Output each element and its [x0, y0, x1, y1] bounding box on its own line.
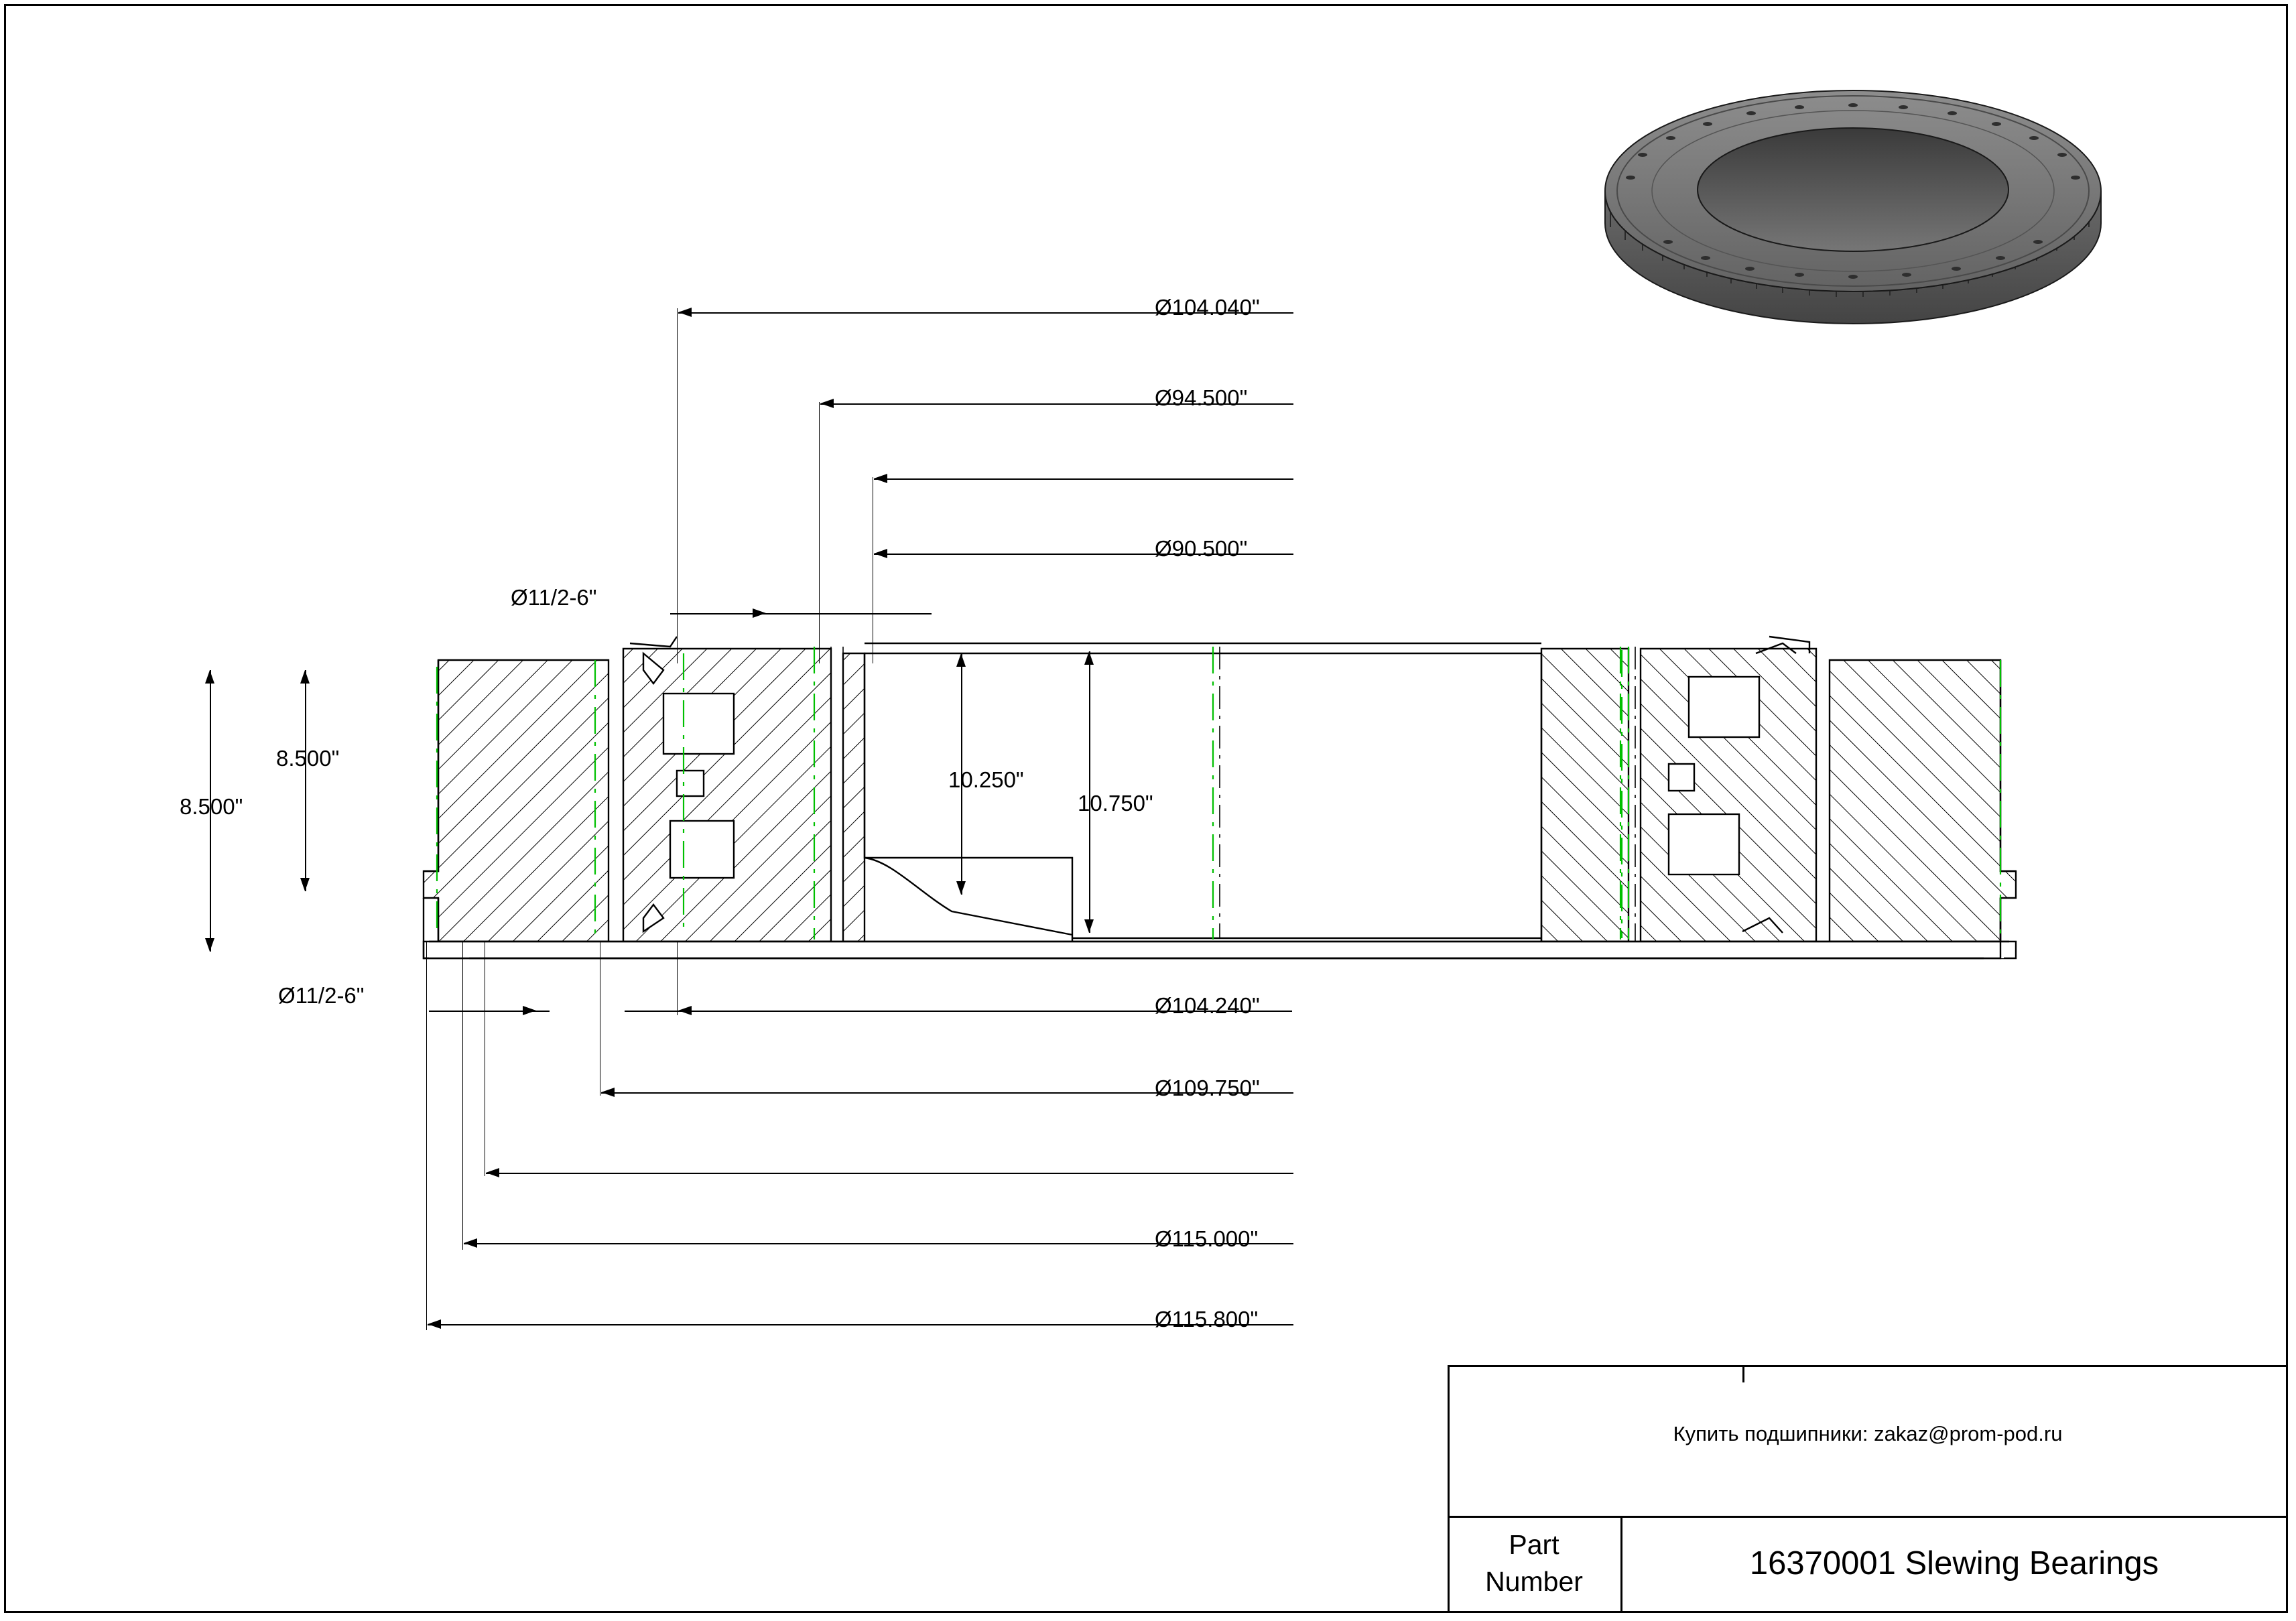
- arrow-d104040: [678, 308, 692, 317]
- dim-label-d94500: Ø94.500": [1155, 385, 1248, 410]
- arrow-10750-down: [1084, 919, 1094, 933]
- dim-line-8500a: [305, 670, 306, 891]
- dim-label-d109750: Ø109.750": [1155, 1076, 1260, 1100]
- arrow-10250-up: [956, 653, 966, 667]
- dim-line-aux-2: [486, 1173, 1293, 1174]
- arrow-10250-down: [956, 881, 966, 895]
- part-number-label-line1: Part: [1509, 1529, 1559, 1560]
- arrow-aux-1: [874, 474, 887, 483]
- title-block-tick: [1742, 1365, 1744, 1382]
- arrow-d115000: [464, 1238, 477, 1248]
- arrow-d104240: [678, 1006, 692, 1015]
- dim-label-d90500: Ø90.500": [1155, 536, 1248, 561]
- arrow-8500b-up: [205, 670, 214, 684]
- contact-note: Купить подшипники: zakaz@prom-pod.ru: [1673, 1422, 2063, 1445]
- dim-label-d115800: Ø115.800": [1155, 1307, 1259, 1332]
- arrow-aux-2: [486, 1168, 499, 1177]
- dim-label-d104240: Ø104.240": [1155, 993, 1260, 1018]
- arrow-thread-top: [753, 608, 766, 618]
- dim-label-d104040: Ø104.040": [1155, 295, 1260, 320]
- arrow-8500a-down: [300, 878, 310, 891]
- dim-label-8500b: 8.500": [180, 794, 243, 819]
- part-number-value: 16370001 Slewing Bearings: [1749, 1545, 2159, 1581]
- arrow-thread-bottom: [523, 1006, 536, 1015]
- dim-label-thread-top: Ø11/2-6": [511, 585, 597, 610]
- ext-line-d115800: [426, 942, 427, 1330]
- ext-line-d94500: [819, 402, 820, 663]
- slewing-ring-3d-view: [1598, 70, 2121, 332]
- dim-label-10250: 10.250": [948, 767, 1024, 792]
- arrow-8500b-down: [205, 938, 214, 952]
- part-number-label-line2: Number: [1485, 1566, 1583, 1597]
- arrow-d109750: [601, 1088, 615, 1097]
- arrow-10750-up: [1084, 651, 1094, 665]
- dim-line-aux-1: [874, 478, 1293, 480]
- ext-line-d104040: [677, 308, 678, 663]
- dim-label-10750: 10.750": [1078, 791, 1153, 816]
- arrow-d115800: [428, 1319, 441, 1329]
- arrow-d90500: [874, 549, 887, 558]
- dim-label-thread-bottom: Ø11/2-6": [278, 983, 365, 1008]
- dim-label-d115000: Ø115.000": [1155, 1226, 1259, 1251]
- title-block-row-divider: [1448, 1516, 2288, 1518]
- arrow-8500a-up: [300, 670, 310, 684]
- part-number-label: [1448, 1527, 1620, 1600]
- dim-label-8500a: 8.500": [276, 746, 340, 771]
- arrow-d94500: [820, 399, 834, 408]
- ext-line-d115000: [462, 942, 463, 1250]
- ext-line-d104240: [677, 942, 678, 1015]
- dim-line-thread-top: [670, 613, 932, 614]
